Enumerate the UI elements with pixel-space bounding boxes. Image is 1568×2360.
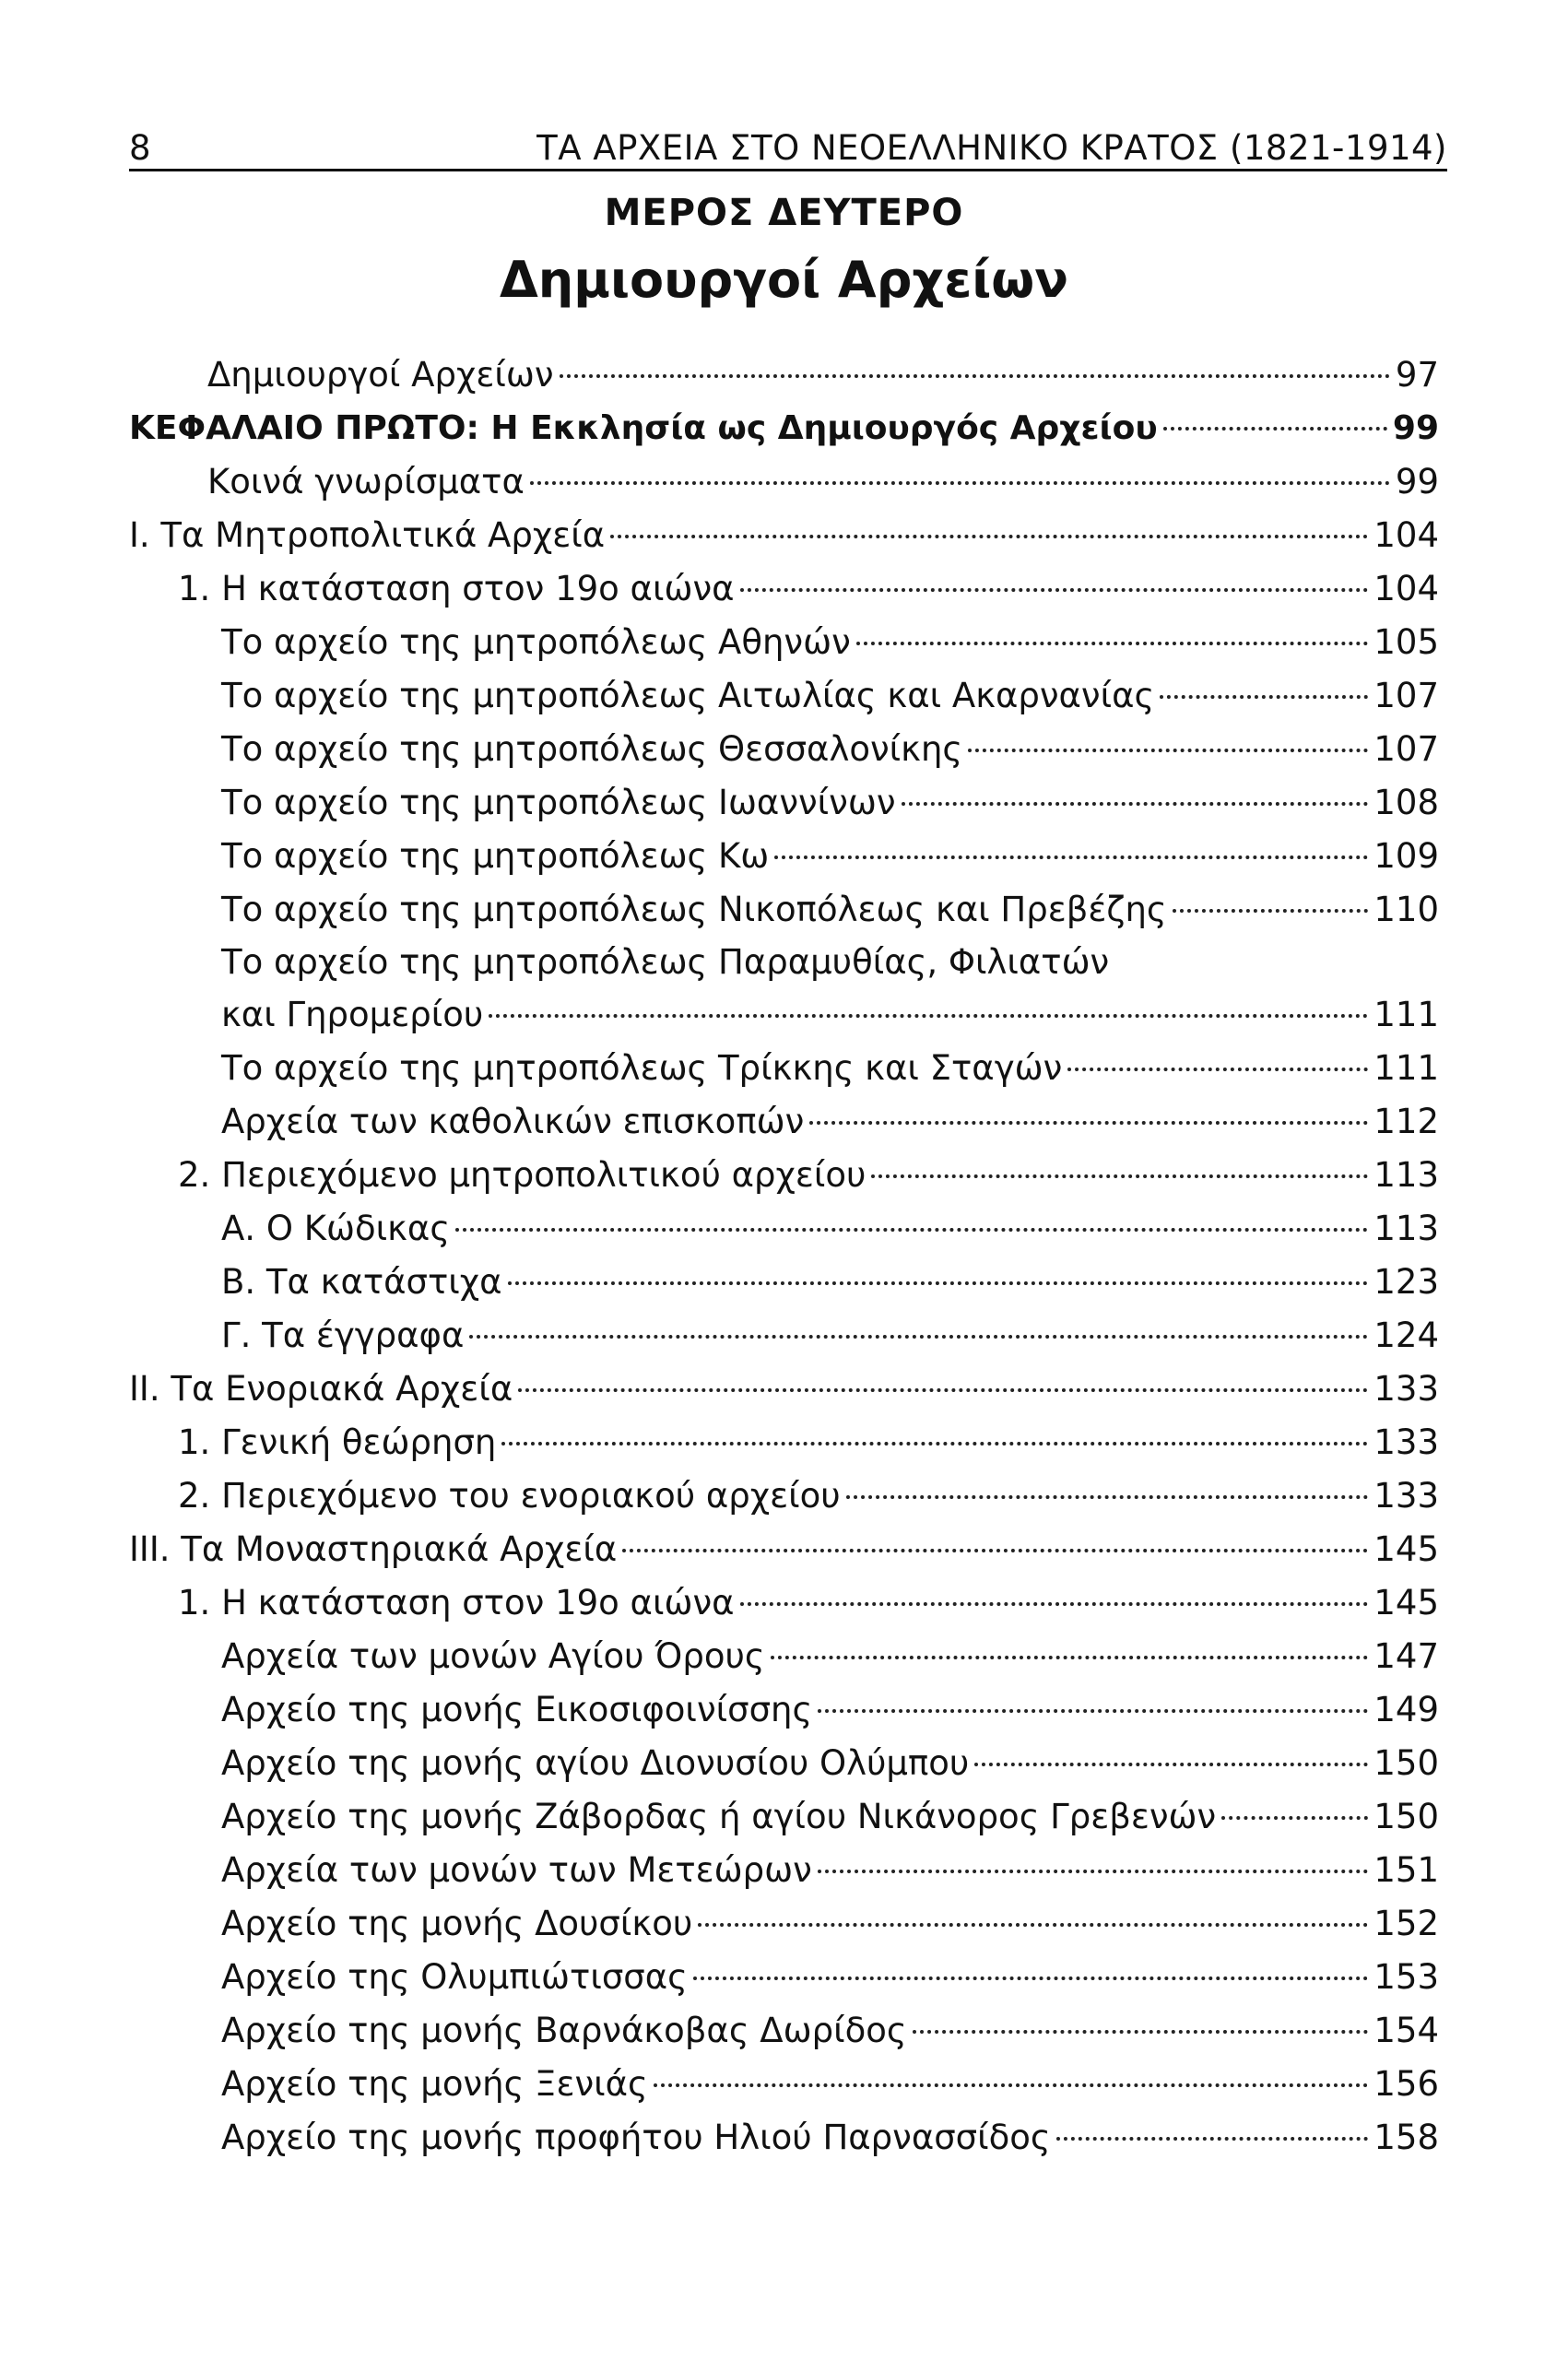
toc-entry [0, 348, 1568, 402]
toc-entry [0, 1363, 1568, 1416]
toc-entry [0, 1897, 1568, 1951]
toc-entry-label: Το αρχείο της μητροπόλεως Κω [221, 836, 770, 876]
toc-entry-label: ΚΕΦΑΛΑΙΟ ΠΡΩΤΟ: Η Εκκλησία ως Δημιουργός Αρχείου [129, 409, 1158, 447]
toc-entry [0, 509, 1568, 562]
toc-entry-page: 109 [1373, 836, 1439, 876]
toc-entry [0, 776, 1568, 830]
toc-entry-page: 153 [1373, 1957, 1439, 1997]
dot-leader [740, 588, 1369, 592]
toc-entry [0, 1095, 1568, 1149]
toc-entry [0, 1790, 1568, 1844]
toc-entry-page: 152 [1373, 1904, 1439, 1943]
toc-entry [0, 1416, 1568, 1469]
toc-entry-page: 124 [1373, 1316, 1439, 1355]
toc-entry [0, 1256, 1568, 1309]
toc-entry-label: Αρχείο της Ολυμπιώτισσας [221, 1957, 688, 1997]
dot-leader [654, 2083, 1369, 2087]
dot-leader [518, 1388, 1368, 1392]
toc-entry [0, 1469, 1568, 1523]
running-header [129, 112, 1447, 168]
dot-leader [1160, 695, 1368, 699]
toc-entry-label: Αρχείο της μονής Ξενιάς [221, 2064, 648, 2104]
toc-entry [0, 830, 1568, 883]
toc-entry-label: 1. Γενική θεώρηση [178, 1422, 497, 1462]
toc-entry-label: 1. Η κατάσταση στον 19ο αιώνα [178, 569, 735, 608]
toc-entry-page: 147 [1373, 1636, 1439, 1676]
dot-leader [508, 1281, 1369, 1285]
dot-leader [489, 1014, 1368, 1018]
toc-entry-page: 150 [1373, 1743, 1439, 1783]
toc-entry-label: Αρχείο της μονής αγίου Διονυσίου Ολύμπου [221, 1743, 970, 1783]
toc-entry [0, 1683, 1568, 1737]
dot-leader [622, 1549, 1368, 1552]
toc-entry [0, 616, 1568, 669]
toc-entry [0, 1042, 1568, 1095]
toc-entry-label: Το αρχείο της μητροπόλεως Νικοπόλεως και Πρεβέζης [221, 890, 1167, 929]
toc-entry-label: Το αρχείο της μητροπόλεως Ιωαννίνων [221, 783, 896, 822]
toc-entry-page: 113 [1373, 1155, 1439, 1195]
toc-entry-page: 110 [1373, 890, 1439, 929]
dot-leader [1056, 2137, 1369, 2141]
dot-leader [818, 1870, 1369, 1873]
toc-entry [0, 1844, 1568, 1897]
dot-leader [846, 1495, 1369, 1499]
toc-entry-label: Κοινά γνωρίσματα [207, 462, 525, 502]
dot-leader [740, 1602, 1369, 1606]
toc-entry-page: 104 [1373, 515, 1439, 555]
dot-leader [455, 1228, 1368, 1232]
toc-entry-label: 1. Η κατάσταση στον 19ο αιώνα [178, 1583, 735, 1622]
toc-entry [0, 2004, 1568, 2058]
toc-entry-label: Το αρχείο της μητροπόλεως Αιτωλίας και Ακαρνανίας [221, 676, 1155, 715]
toc-entry [0, 1737, 1568, 1790]
toc-entry-page: 133 [1373, 1369, 1439, 1409]
toc-entry-page: 133 [1373, 1476, 1439, 1516]
page-number: 8 [129, 128, 152, 168]
toc-entry-label: Αρχείο της μονής Βαρνάκοβας Δωρίδος [221, 2011, 907, 2050]
toc-entry [0, 723, 1568, 776]
toc-entry-page: 156 [1373, 2064, 1439, 2104]
toc-entry-page: 151 [1373, 1850, 1439, 1890]
toc-entry-label: Αρχεία των μονών των Μετεώρων [221, 1850, 812, 1890]
toc-entry-label-continued: και Γηρομερίου [221, 995, 484, 1034]
toc-entry [0, 937, 1568, 1042]
toc-entry-page: 158 [1373, 2118, 1439, 2157]
toc-entry-label: III. Τα Μοναστηριακά Αρχεία [129, 1529, 618, 1569]
dot-leader [809, 1121, 1368, 1125]
dot-leader [693, 1976, 1369, 1980]
header-rule [129, 169, 1447, 171]
dot-leader [902, 802, 1369, 806]
dot-leader [1221, 1816, 1368, 1820]
toc-entry-page: 111 [1373, 995, 1439, 1034]
toc-entry-label: Αρχεία των μονών Αγίου Όρους [221, 1636, 765, 1676]
toc-entry [0, 1309, 1568, 1363]
toc-entry-page: 145 [1373, 1529, 1439, 1569]
toc-entry-label: Το αρχείο της μητροπόλεως Θεσσαλονίκης [221, 729, 963, 769]
dot-leader [469, 1335, 1368, 1339]
dot-leader [610, 535, 1368, 538]
toc-entry-page: 133 [1373, 1422, 1439, 1462]
toc-entry-page: 97 [1395, 355, 1439, 395]
toc-entry [0, 1149, 1568, 1202]
toc-entry-label: Αρχείο της μονής Δουσίκου [221, 1904, 693, 1943]
dot-leader [974, 1763, 1368, 1766]
toc-entry [0, 883, 1568, 937]
toc-entry [0, 1630, 1568, 1683]
toc-entry-page: 145 [1373, 1583, 1439, 1622]
toc-entry-page: 113 [1373, 1209, 1439, 1248]
toc-entry [0, 669, 1568, 723]
dot-leader [1173, 909, 1369, 913]
toc-entry [0, 562, 1568, 616]
toc-entry-label: Αρχείο της μονής προφήτου Ηλιού Παρνασσίδος [221, 2118, 1051, 2157]
toc-chapter-entry [0, 402, 1568, 455]
dot-leader [1163, 427, 1387, 431]
part-title: ΜΕΡΟΣ ΔΕΥΤΕΡΟ [604, 192, 964, 234]
toc-entry-page: 108 [1373, 783, 1439, 822]
dot-leader [871, 1174, 1368, 1178]
toc-entry-page: 111 [1373, 1048, 1439, 1088]
dot-leader [698, 1923, 1368, 1927]
toc-entry-page: 107 [1373, 729, 1439, 769]
dot-leader [856, 642, 1369, 645]
dot-leader [818, 1709, 1368, 1713]
toc-entry-label: Β. Τα κατάστιχα [221, 1262, 502, 1302]
toc-entry-label: 2. Περιεχόμενο του ενοριακού αρχείου [178, 1476, 841, 1516]
dot-leader [774, 856, 1368, 859]
toc-entry-page: 107 [1373, 676, 1439, 715]
toc-entry [0, 1576, 1568, 1630]
dot-leader [560, 374, 1390, 378]
toc-entry-page: 112 [1373, 1102, 1439, 1141]
toc-entry-label: Αρχείο της μονής Εικοσιφοινίσσης [221, 1690, 813, 1729]
toc-entry-label: Το αρχείο της μητροπόλεως Παραμυθίας, Φιλιατών [221, 942, 1110, 982]
toc-entry-label: Αρχείο της μονής Ζάβορδας ή αγίου Νικάνορος Γρεβενών [221, 1797, 1217, 1836]
part-subtitle: Δημιουργοί Αρχείων [499, 251, 1069, 309]
toc-entry-label: 2. Περιεχόμενο μητροπολιτικού αρχείου [178, 1155, 867, 1195]
toc-entry-page: 99 [1395, 462, 1439, 502]
toc-entry-label: Το αρχείο της μητροπόλεως Τρίκκης και Σταγών [221, 1048, 1063, 1088]
toc-entry [0, 2058, 1568, 2111]
toc-entry-page: 105 [1373, 622, 1439, 662]
dot-leader [913, 2030, 1369, 2034]
table-of-contents [0, 348, 1568, 2165]
toc-entry-label: I. Τα Μητροπολιτικά Αρχεία [129, 515, 606, 555]
toc-entry-label: Δημιουργοί Αρχείων [207, 355, 554, 395]
dot-leader [771, 1656, 1369, 1659]
running-title: ΤΑ ΑΡΧΕΙΑ ΣΤΟ ΝΕΟΕΛΛΗΝΙΚΟ ΚΡΑΤΟΣ (1821-1914) [536, 128, 1447, 168]
dot-leader [501, 1442, 1368, 1446]
toc-entry-page: 123 [1373, 1262, 1439, 1302]
toc-entry [0, 1523, 1568, 1576]
toc-entry-page: 150 [1373, 1797, 1439, 1836]
toc-entry-page: 99 [1392, 409, 1439, 447]
toc-entry-page: 149 [1373, 1690, 1439, 1729]
dot-leader [1067, 1068, 1368, 1071]
dot-leader [968, 749, 1368, 752]
dot-leader [530, 481, 1390, 485]
toc-entry-label: Α. Ο Κώδικας [221, 1209, 451, 1248]
toc-entry [0, 1951, 1568, 2004]
toc-entry-page: 104 [1373, 569, 1439, 608]
toc-entry-label: Αρχεία των καθολικών επισκοπών [221, 1102, 805, 1141]
toc-entry [0, 2111, 1568, 2165]
toc-entry [0, 455, 1568, 509]
toc-entry-label: Γ. Τα έγγραφα [221, 1316, 465, 1355]
toc-entry-page: 154 [1373, 2011, 1439, 2050]
toc-entry-label: Το αρχείο της μητροπόλεως Αθηνών [221, 622, 851, 662]
toc-entry [0, 1202, 1568, 1256]
toc-entry-label: II. Τα Ενοριακά Αρχεία [129, 1369, 513, 1409]
